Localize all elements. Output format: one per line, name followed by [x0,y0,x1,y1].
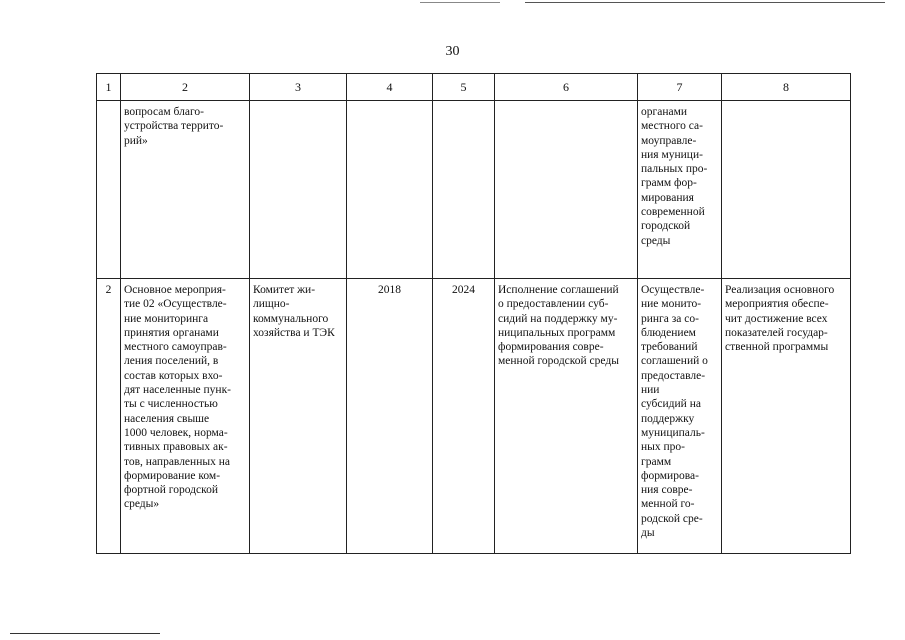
program-table [96,73,851,554]
header-cell-3: 3 [250,74,347,101]
header-cell-8: 8 [722,74,851,101]
top-rule [525,2,885,3]
cell-number [97,101,121,279]
top-rule-left [420,2,500,3]
footnote-rule [10,633,160,634]
header-cell-5: 5 [433,74,495,101]
cell-number: 2 [97,279,121,554]
cell-executor [250,101,347,279]
header-cell-7: 7 [638,74,722,101]
header-cell-2: 2 [121,74,250,101]
header-cell-1: 1 [97,74,121,101]
header-cell-4: 4 [347,74,433,101]
table-row [97,279,851,554]
cell-activity-name: Основное мероприя- тие 02 «Осуществле- ние мониторинга принятия органами местного самоуправ- ления поселений, в состав которых вхо- дят населенные пунк- ты с численностью населения свыше 1000 человек, норма- тивных правовых ак- тов, направленных на формирование ком- фортной городской среды» [121,279,250,554]
cell-end-year [433,101,495,279]
table-row [97,101,851,279]
cell-end-year: 2024 [433,279,495,554]
cell-executor: Комитет жи- лищно- коммунального хозяйства и ТЭК [250,279,347,554]
cell-expected-result: Исполнение соглашений о предоставлении суб- сидий на поддержку му- ниципальных программ формирования совре- менной городской среды [495,279,638,554]
cell-description: органами местного са- моуправле- ния муници- пальных про- грамм фор- мирования современной городской среды [638,101,722,279]
header-row [97,74,851,101]
cell-expected-result [495,101,638,279]
page-number: 30 [445,44,460,59]
cell-start-year: 2018 [347,279,433,554]
cell-indicators: Реализация основного мероприятия обеспе- чит достижение всех показателей государ- ственной программы [722,279,851,554]
cell-description: Осуществле- ние монито- ринга за со- блюдением требований соглашений о предоставле- нии субсидий на поддержку муниципаль- ных про- грамм формирова- ния совре- менной го- родской сре- ды [638,279,722,554]
cell-activity-name: вопросам благо- устройства террито- рий» [121,101,250,279]
cell-start-year [347,101,433,279]
cell-indicators [722,101,851,279]
header-cell-6: 6 [495,74,638,101]
